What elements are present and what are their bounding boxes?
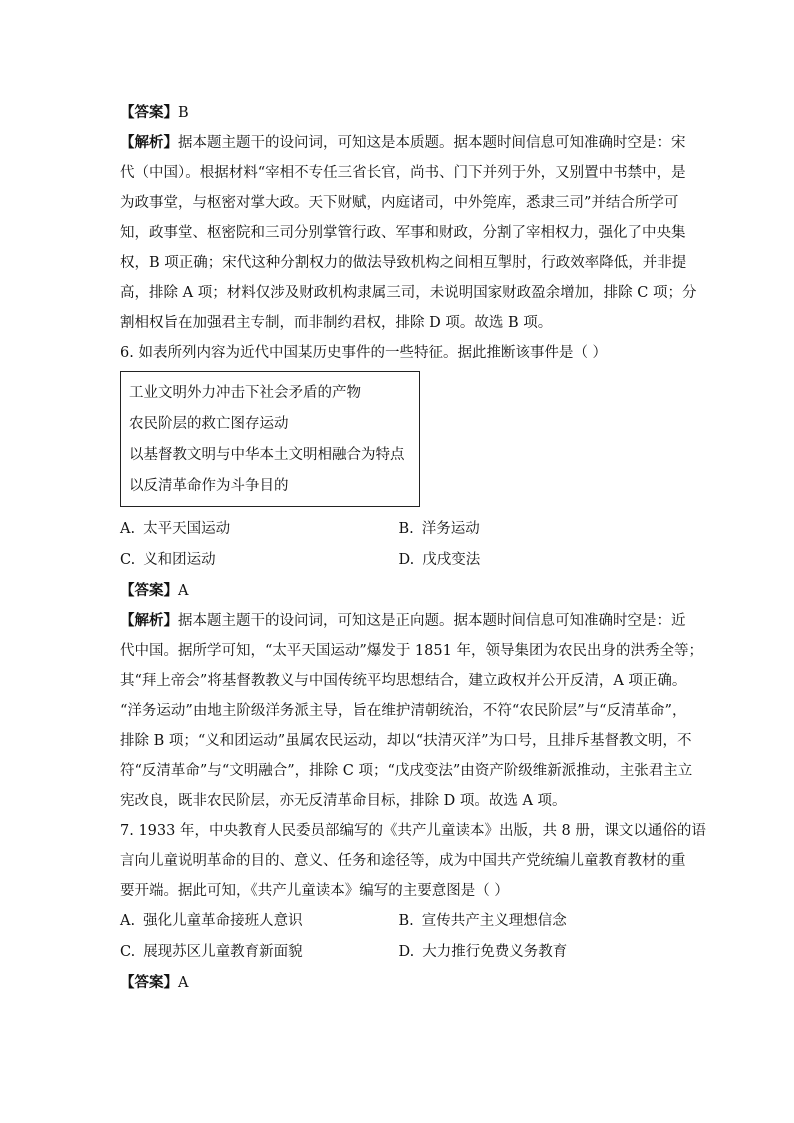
option-text: 洋务运动 <box>421 521 480 537</box>
analysis-line: 其“拜上帝会”将基督教教义与中国传统平均思想结合，建立政权并公开反清，A 项正确。 <box>120 673 687 689</box>
answer-value: A <box>178 975 189 991</box>
analysis-line: 为政事堂，与枢密对掌大政。天下财赋，内庭诸司，中外筦库，悉隶三司”并结合所学可 <box>120 195 679 211</box>
option-text: 义和团运动 <box>143 552 216 568</box>
option-c <box>120 940 399 964</box>
option-key: B. <box>398 521 414 537</box>
analysis-line: 代中国。据所学可知，“太平天国运动”爆发于 1851 年，领导集团为农民出身的洪秀全等； <box>120 643 703 659</box>
option-a <box>120 909 399 933</box>
analysis-line: 割相权旨在加强君主专制，而非制约君权，排除 D 项。故选 B 项。 <box>120 315 553 331</box>
option-key: D. <box>398 944 415 960</box>
analysis-line: 排除 B 项；“义和团运动”虽属农民运动，却以“扶清灭洋”为口号，且排斥基督教文明，不 <box>120 733 692 749</box>
analysis-line: 高，排除 A 项；材料仅涉及财政机构隶属三司，未说明国家财政盈余增加，排除 C 项；分 <box>120 285 697 301</box>
answer-label: 【答案】 <box>120 974 178 991</box>
option-key: A. <box>120 913 136 929</box>
analysis-line <box>120 609 686 633</box>
option-key: B. <box>398 913 414 929</box>
answer-value: B <box>178 105 189 121</box>
feature-table <box>120 371 420 507</box>
analysis-label: 【解析】 <box>120 134 178 151</box>
option-key: D. <box>398 552 415 568</box>
feature-table-row: 工业文明外力冲击下社会矛盾的产物 <box>129 385 361 401</box>
document-content <box>120 101 706 1001</box>
option-d <box>399 940 678 964</box>
feature-table-row: 农民阶层的救亡图存运动 <box>129 416 289 432</box>
answer-line-q7 <box>120 971 677 995</box>
option-b <box>399 909 678 933</box>
analysis-line: 代（中国）。根据材料“宰相不专任三省长官，尚书、门下并列于外，又别置中书禁中，是 <box>120 165 686 181</box>
answer-value: A <box>178 583 189 599</box>
option-a <box>120 517 399 541</box>
analysis-line: 权，B 项正确；宋代这种分割权力的做法导致机构之间相互掣肘，行政效率降低，并非提 <box>120 255 687 271</box>
analysis-line: 宪改良，既非农民阶层，亦无反清革命目标，排除 D 项。故选 A 项。 <box>120 793 567 809</box>
answer-line-q6 <box>120 579 677 603</box>
option-text: 大力推行免费义务教育 <box>422 944 568 960</box>
analysis-line: “洋务运动”由地主阶级洋务派主导，旨在维护清朝统治，不符“农民阶层”与“反清革命”， <box>120 703 687 719</box>
option-text: 太平天国运动 <box>143 521 231 537</box>
answer-label: 【答案】 <box>120 104 178 121</box>
analysis-text: 据本题主题干的设问词，可知这是本质题。据本题时间信息可知准确时空是：宋 <box>178 135 686 151</box>
question-stem-q7: 7. 1933 年，中央教育人民委员部编写的《共产儿童读本》出版，共 8 册，课文以通俗的语 <box>120 823 706 839</box>
question-stem-q7: 言向儿童说明革命的目的、意义、任务和途径等，成为中国共产党统编儿童教育教材的重 <box>120 853 686 869</box>
options-row <box>120 909 677 933</box>
analysis-label: 【解析】 <box>120 612 178 629</box>
feature-table-row: 以反清革命作为斗争目的 <box>129 478 289 494</box>
analysis-line <box>120 131 686 155</box>
option-text: 戊戌变法 <box>422 552 481 568</box>
question-stem-q7: 要开端。据此可知，《共产儿童读本》编写的主要意图是（ ） <box>120 883 509 899</box>
feature-table-row: 以基督教文明与中华本土文明相融合为特点 <box>129 447 405 463</box>
answer-line-q5 <box>120 101 677 125</box>
options-row <box>120 517 677 541</box>
option-text: 宣传共产主义理想信念 <box>421 913 567 929</box>
analysis-text: 据本题主题干的设问词，可知这是正向题。据本题时间信息可知准确时空是：近 <box>178 613 686 629</box>
option-key: C. <box>120 944 136 960</box>
option-b <box>399 517 678 541</box>
question-stem-q6: 6. 如表所列内容为近代中国某历史事件的一些特征。据此推断该事件是（ ） <box>120 345 608 361</box>
answer-label: 【答案】 <box>120 582 178 599</box>
option-text: 强化儿童革命接班人意识 <box>143 913 303 929</box>
option-c <box>120 548 399 572</box>
option-text: 展现苏区儿童教育新面貌 <box>143 944 303 960</box>
option-key: C. <box>120 552 136 568</box>
options-row <box>120 940 677 964</box>
option-key: A. <box>120 521 136 537</box>
options-row <box>120 548 677 572</box>
analysis-line: 符“反清革命”与“文明融合”，排除 C 项；“戊戌变法”由资产阶级维新派推动，主张君主立 <box>120 763 693 779</box>
analysis-line: 知，政事堂、枢密院和三司分别掌管行政、军事和财政，分割了宰相权力，强化了中央集 <box>120 225 686 241</box>
option-d <box>399 548 678 572</box>
